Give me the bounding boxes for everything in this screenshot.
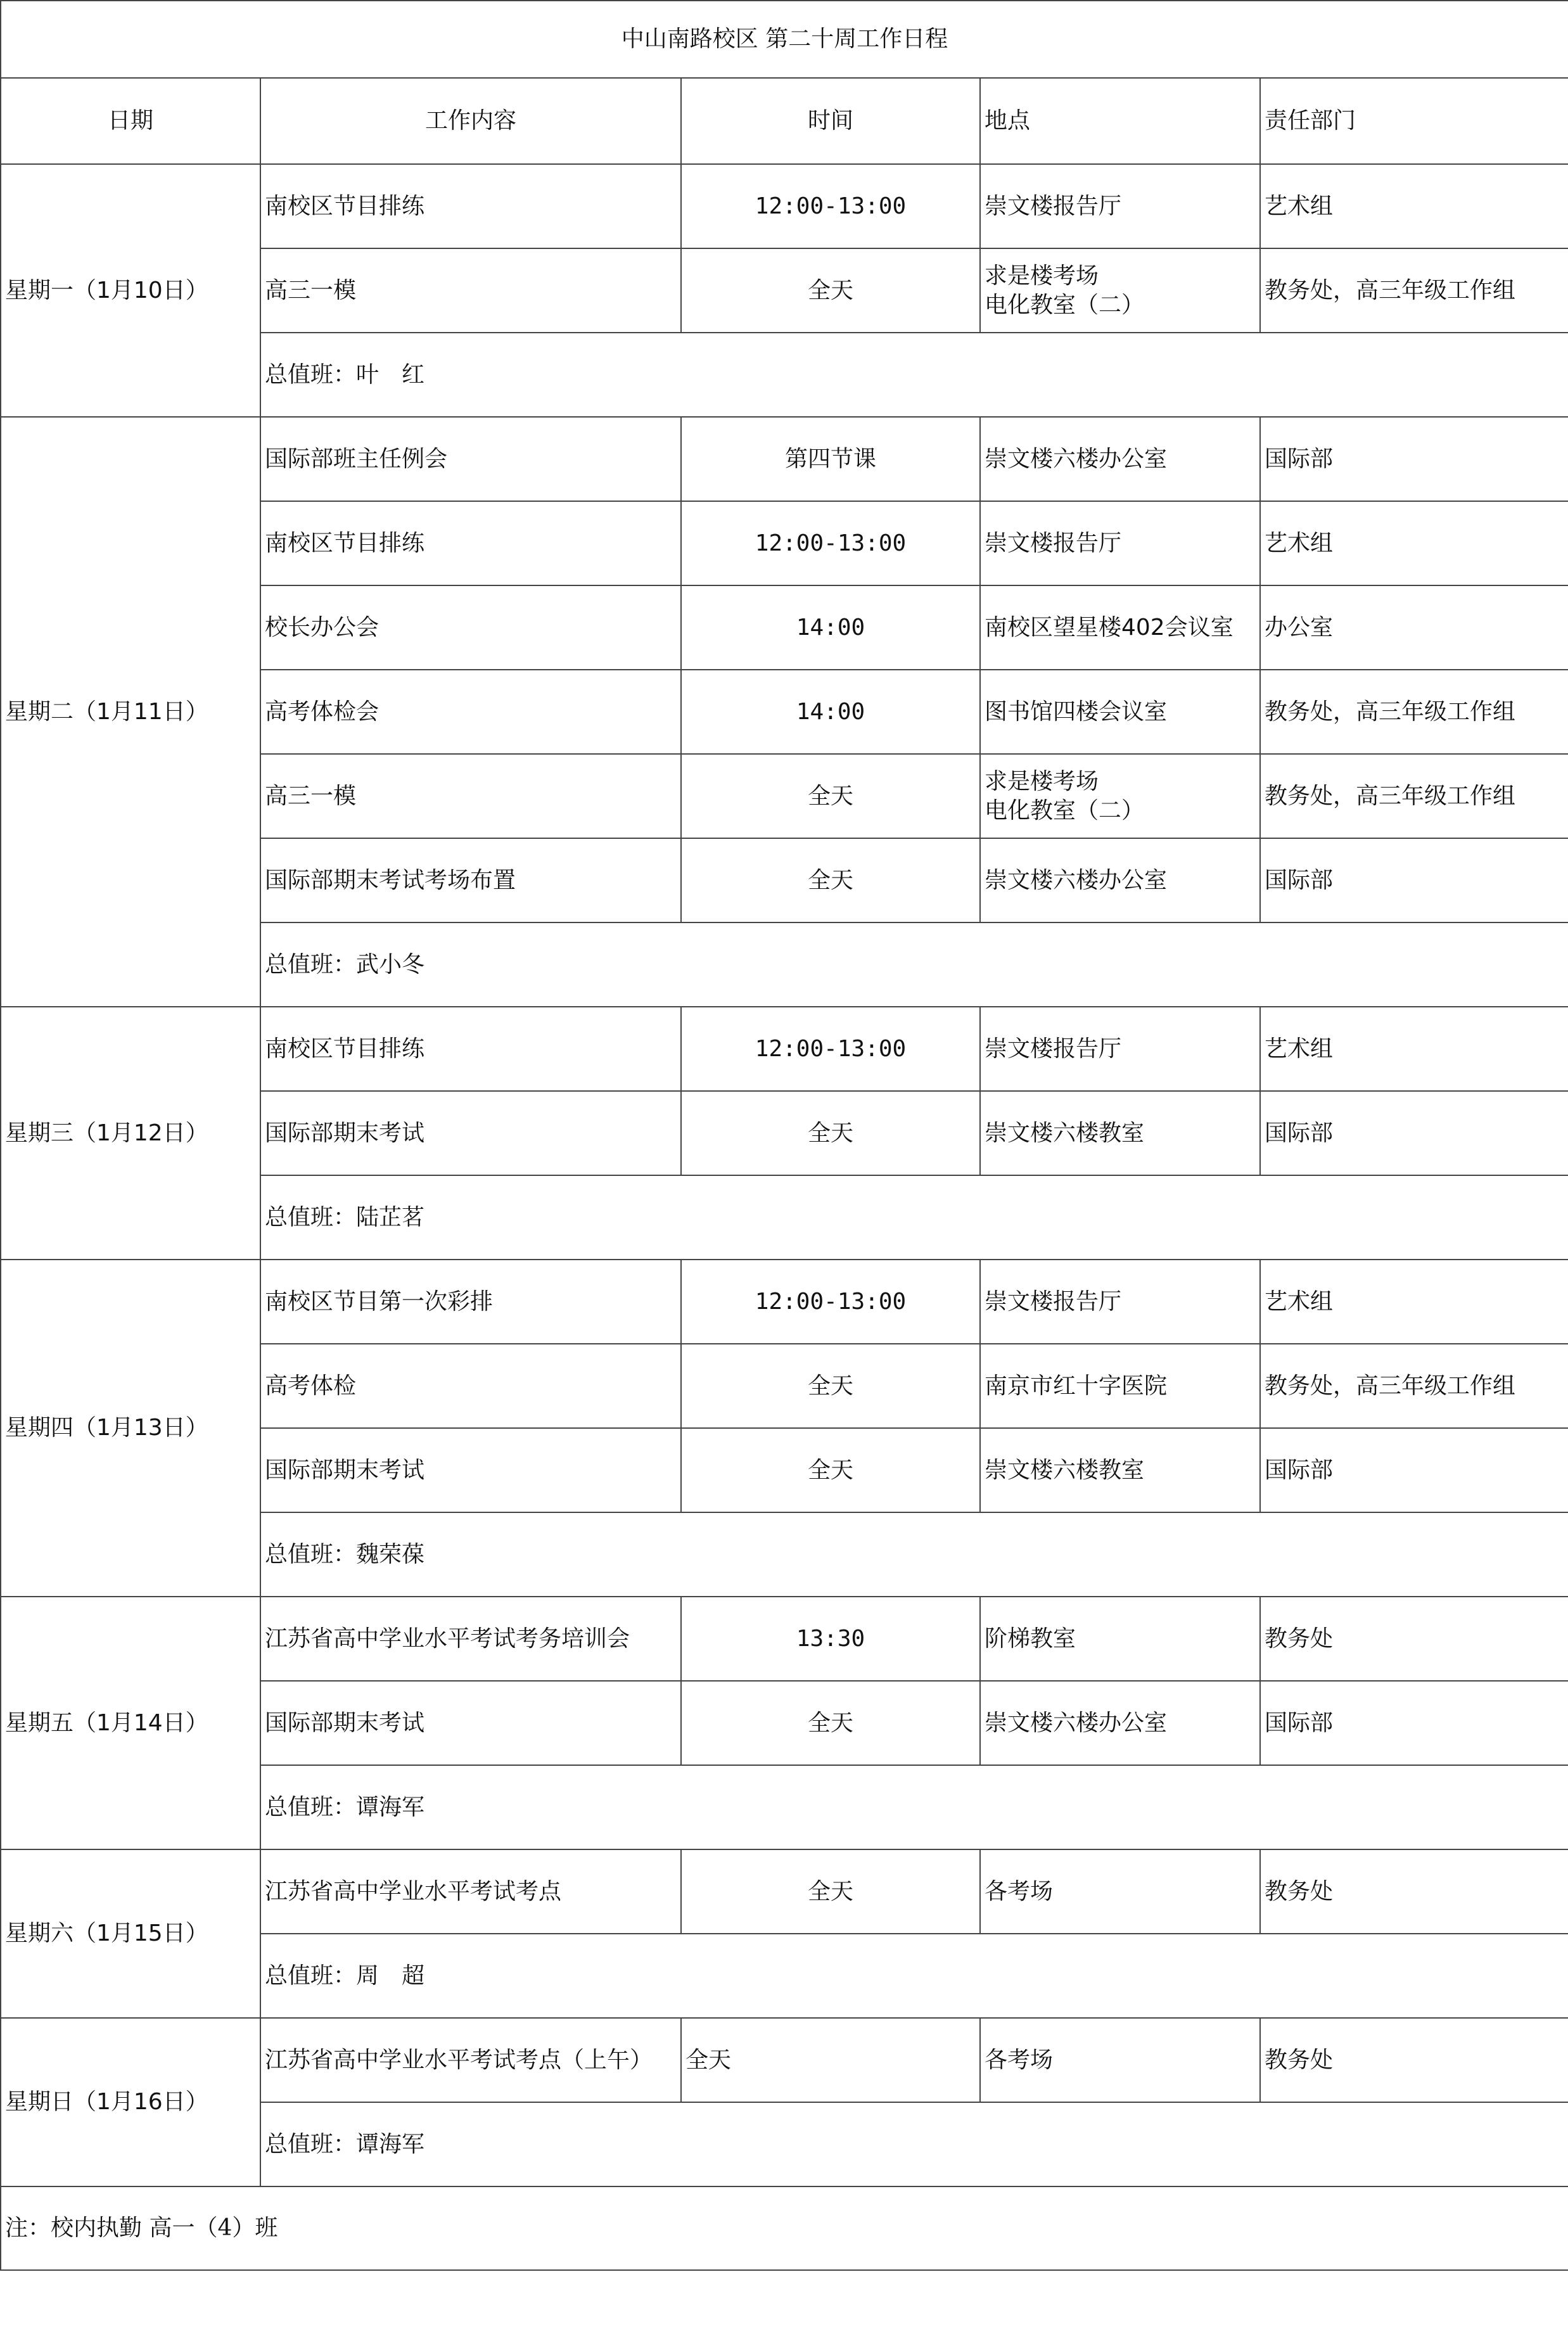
work-time: 14:00: [681, 670, 980, 754]
work-time: 12:00-13:00: [681, 1007, 980, 1091]
work-time: 全天: [681, 1428, 980, 1512]
work-place: [980, 1849, 1260, 1934]
day-label: 星期日（1月16日）: [1, 2018, 260, 2186]
day-label: 星期五（1月14日）: [1, 1597, 260, 1849]
header-time: 时间: [681, 78, 980, 164]
work-place: [980, 754, 1260, 838]
header-content: 工作内容: [260, 78, 681, 164]
work-time: 14:00: [681, 585, 980, 670]
responsible-dept: 艺术组: [1260, 1007, 1568, 1091]
day-label: 星期四（1月13日）: [1, 1260, 260, 1597]
work-time: 全天: [681, 248, 980, 333]
work-time: 全天: [681, 1344, 980, 1428]
work-time: 13:30: [681, 1597, 980, 1681]
duty-officer: 总值班：陆芷茗: [260, 1175, 1568, 1260]
work-content: 国际部期末考试考场布置: [260, 838, 681, 922]
responsible-dept: 教务处，高三年级工作组: [1260, 1344, 1568, 1428]
work-content: 江苏省高中学业水平考试考点: [260, 1849, 681, 1934]
schedule-row: [1, 2018, 1568, 2102]
work-place: [980, 164, 1260, 248]
responsible-dept: 艺术组: [1260, 1260, 1568, 1344]
work-time: 12:00-13:00: [681, 501, 980, 585]
responsible-dept: 艺术组: [1260, 164, 1568, 248]
note-row: [1, 2186, 1568, 2270]
work-content: 南校区节目排练: [260, 501, 681, 585]
work-time: 12:00-13:00: [681, 1260, 980, 1344]
work-place: [980, 1428, 1260, 1512]
work-place: [980, 1091, 1260, 1175]
work-place: [980, 1260, 1260, 1344]
work-content: 高考体检会: [260, 670, 681, 754]
work-content: 南校区节目排练: [260, 164, 681, 248]
work-time: 12:00-13:00: [681, 164, 980, 248]
place-line: 崇文楼报告厅: [985, 193, 1122, 219]
work-place: [980, 417, 1260, 501]
day-label: 星期六（1月15日）: [1, 1849, 260, 2018]
place-line: 崇文楼六楼办公室: [985, 1709, 1168, 1736]
schedule-row: [1, 1260, 1568, 1344]
work-time: 全天: [681, 1681, 980, 1765]
work-place: [980, 1344, 1260, 1428]
work-content: 国际部期末考试: [260, 1091, 681, 1175]
duty-officer: 总值班：魏荣葆: [260, 1512, 1568, 1597]
work-time: 全天: [681, 838, 980, 922]
day-label: 星期二（1月11日）: [1, 417, 260, 1007]
header-place: 地点: [980, 78, 1260, 164]
place-line: 电化教室（二）: [985, 797, 1145, 824]
header-date: 日期: [1, 78, 260, 164]
work-content: 江苏省高中学业水平考试考点（上午）: [260, 2018, 681, 2102]
place-line: 崇文楼报告厅: [985, 530, 1122, 556]
schedule-row: [1, 417, 1568, 501]
responsible-dept: 教务处，高三年级工作组: [1260, 248, 1568, 333]
work-time: 第四节课: [681, 417, 980, 501]
place-line: 求是楼考场: [985, 768, 1099, 795]
work-content: 南校区节目排练: [260, 1007, 681, 1091]
responsible-dept: 教务处: [1260, 1849, 1568, 1934]
work-content: 南校区节目第一次彩排: [260, 1260, 681, 1344]
place-line: 电化教室（二）: [985, 291, 1145, 318]
place-line: 崇文楼报告厅: [985, 1288, 1122, 1315]
place-line: 崇文楼六楼教室: [985, 1120, 1145, 1146]
place-line: 阶梯教室: [985, 1625, 1076, 1652]
work-content: 高三一模: [260, 754, 681, 838]
responsible-dept: 办公室: [1260, 585, 1568, 670]
place-line: 崇文楼六楼办公室: [985, 867, 1168, 893]
work-time: 全天: [681, 2018, 980, 2102]
schedule-body: [1, 1, 1568, 2270]
place-line: 图书馆四楼会议室: [985, 698, 1168, 725]
title-row: [1, 1, 1568, 78]
place-line: 崇文楼六楼办公室: [985, 445, 1168, 472]
work-content: 国际部班主任例会: [260, 417, 681, 501]
work-content: 校长办公会: [260, 585, 681, 670]
work-time: 全天: [681, 754, 980, 838]
responsible-dept: 国际部: [1260, 1681, 1568, 1765]
place-line: 崇文楼六楼教室: [985, 1457, 1145, 1483]
work-place: [980, 248, 1260, 333]
responsible-dept: 国际部: [1260, 417, 1568, 501]
responsible-dept: 教务处: [1260, 2018, 1568, 2102]
duty-officer: 总值班：谭海军: [260, 2102, 1568, 2186]
place-line: 南京市红十字医院: [985, 1372, 1168, 1399]
schedule-row: [1, 164, 1568, 248]
responsible-dept: 教务处，高三年级工作组: [1260, 754, 1568, 838]
footnote: 注：校内执勤 高一（4）班: [1, 2186, 1568, 2270]
header-dept: 责任部门: [1260, 78, 1568, 164]
duty-officer: 总值班：武小冬: [260, 922, 1568, 1007]
work-place: [980, 501, 1260, 585]
place-line: 各考场: [985, 2046, 1054, 2073]
duty-officer: 总值班：叶 红: [260, 333, 1568, 417]
work-place: [980, 670, 1260, 754]
responsible-dept: 教务处，高三年级工作组: [1260, 670, 1568, 754]
work-place: [980, 1007, 1260, 1091]
page-title: 中山南路校区 第二十周工作日程: [1, 1, 1568, 78]
header-row: [1, 78, 1568, 164]
schedule-row: [1, 1007, 1568, 1091]
schedule-row: [1, 1597, 1568, 1681]
day-label: 星期一（1月10日）: [1, 164, 260, 417]
place-line: 南校区望星楼402会议室: [985, 614, 1233, 641]
place-line: 各考场: [985, 1878, 1054, 1905]
work-place: [980, 1597, 1260, 1681]
responsible-dept: 教务处: [1260, 1597, 1568, 1681]
schedule-row: [1, 1849, 1568, 1934]
work-time: 全天: [681, 1849, 980, 1934]
work-content: 高考体检: [260, 1344, 681, 1428]
place-line: 崇文楼报告厅: [985, 1035, 1122, 1062]
duty-officer: 总值班：周 超: [260, 1934, 1568, 2018]
work-content: 高三一模: [260, 248, 681, 333]
work-content: 国际部期末考试: [260, 1428, 681, 1512]
day-label: 星期三（1月12日）: [1, 1007, 260, 1260]
responsible-dept: 国际部: [1260, 838, 1568, 922]
work-content: 江苏省高中学业水平考试考务培训会: [260, 1597, 681, 1681]
duty-officer: 总值班：谭海军: [260, 1765, 1568, 1849]
responsible-dept: 国际部: [1260, 1428, 1568, 1512]
responsible-dept: 艺术组: [1260, 501, 1568, 585]
work-place: [980, 838, 1260, 922]
work-place: [980, 585, 1260, 670]
responsible-dept: 国际部: [1260, 1091, 1568, 1175]
place-line: 求是楼考场: [985, 262, 1099, 289]
work-place: [980, 1681, 1260, 1765]
work-content: 国际部期末考试: [260, 1681, 681, 1765]
work-place: [980, 2018, 1260, 2102]
work-time: 全天: [681, 1091, 980, 1175]
